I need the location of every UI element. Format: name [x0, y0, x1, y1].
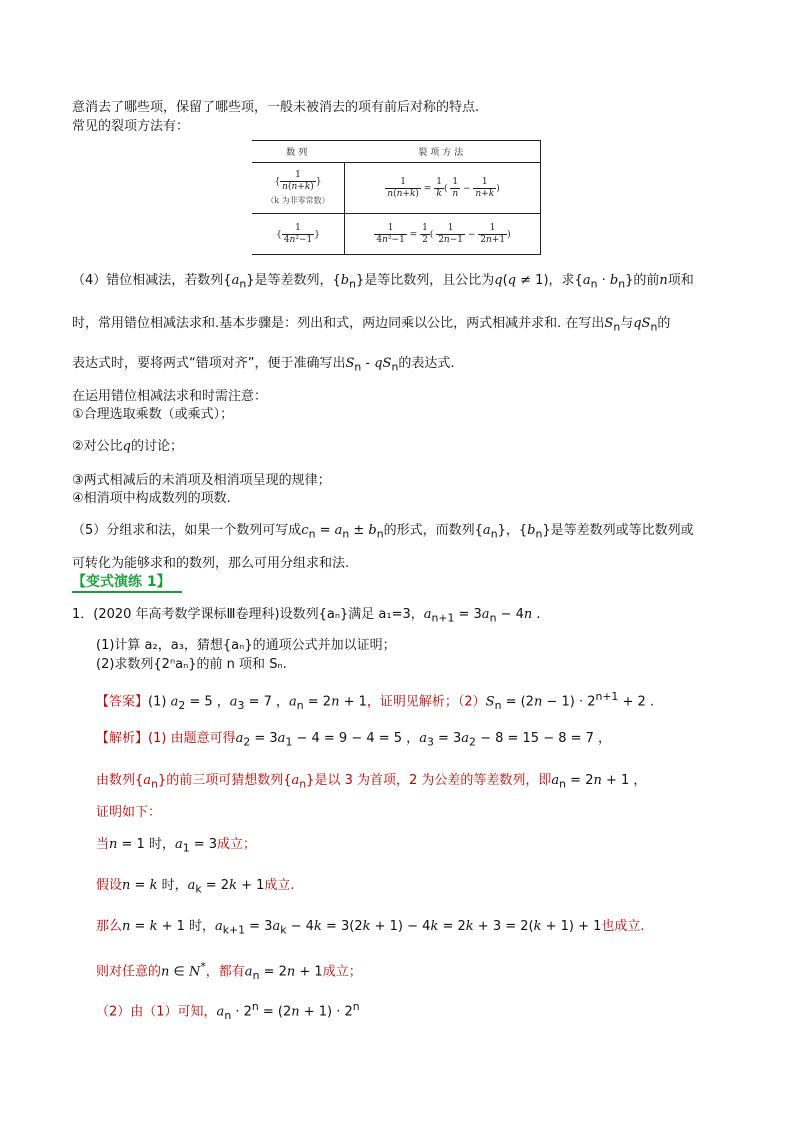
problem-q1: (1)计算 a₂，a₃，猜想{aₙ}的通项公式并加以证明；	[96, 638, 396, 653]
solution-line-8: （2）由（1）可知，$a_n \cdot 2^n = (2n + 1) \cdot 2^n$	[96, 1000, 360, 1022]
answer-line: 【答案】(1) $a_2 = 5$ ，$a_3 = 7$ ，$a_n = 2n + 1$，证明见解析；$(2)S_n = (2n - 1) \cdot 2^{n+1} + 2$ .	[96, 690, 655, 712]
solution-line-5: 假设n = k 时，$a_k = 2k + 1$成立.	[96, 878, 295, 896]
table-header-method: 裂项方法	[345, 141, 541, 163]
problem-line-1: 1．(2020 年高考数学课标Ⅲ卷理科)设数列{aₙ}满足 a₁=3，$a_{n+1} = 3a_n - 4n$ .	[72, 607, 541, 625]
note-1: ①合理选取乘数（或乘式）；	[72, 407, 234, 422]
table-row	[252, 214, 540, 255]
note-4: ④相消项中构成数列的项数.	[72, 491, 231, 506]
row1-note: （k 为非零常数）	[266, 196, 330, 205]
intro-line-2: 常见的裂项方法有：	[72, 119, 190, 134]
solution-line-7: 则对任意的n ∈ N*，都有$a_n = 2n + 1$成立；	[96, 960, 362, 982]
method5-line-2: 可转化为能够求和的数列，那么可用分组求和法.	[72, 556, 350, 571]
solution-label: 【解析】	[96, 731, 149, 746]
method4-line-3: 表达式时，要将两式“错项对齐”，便于准确写出$S_n - qS_n$的表达式.	[72, 356, 455, 374]
solution-line-2: 由数列$\{a_n\}$的前三项可猜想数列$\{a_n\}$是以 3 为首项，2 为公差的等差数列，即$a_n = 2n + 1$ ，	[96, 773, 647, 791]
notes-title: 在运用错位相减法求和时需注意：	[72, 389, 268, 404]
problem-q2: (2)求数列{2ⁿaₙ}的前 n 项和 Sₙ.	[96, 657, 287, 672]
table-cell-method-2: $\frac{1}{\text{4n²−1}}$ = $\frac{1}{2}$ ( $\frac{1}{2n-1}$ − $\frac{1}{2n+1}$ )	[345, 214, 541, 255]
table-header-sequence: 数列	[252, 141, 345, 163]
split-methods-table	[252, 140, 540, 255]
solution-line-6: 那么n = k + 1 时，$a_{k+1} = 3a_k - 4k = 3(2k + 1) - 4k = 2k + 3 = 2(k + 1) + 1$也成立.	[96, 919, 645, 937]
answer-label: 【答案】	[96, 694, 149, 710]
section-underline	[72, 591, 182, 593]
note-2: ②对公比q的讨论；	[72, 439, 183, 454]
note-3: ③两式相减后的未消项及相消项呈现的规律；	[72, 473, 331, 488]
solution-line-4: 当n = 1 时，$a_1 = 3$成立；	[96, 837, 257, 855]
table-cell-method-1: $\frac{1}{n(n+k)}$ = $\frac{1}{k}$ ( $\frac{1}{n}$ − $\frac{1}{n+k}$ )	[345, 163, 541, 214]
intro-line-1: 意消去了哪些项，保留了哪些项，一般未被消去的项有前后对称的特点.	[72, 100, 480, 115]
table-cell-sequence-2: { $\frac{1}{\text{4n²−1}}$ }	[252, 214, 345, 255]
section-title: 【变式演练 1】	[72, 574, 171, 590]
method4-line-2: 时，常用错位相减法求和.基本步骤是：列出和式，两边同乘以公比，两式相减并求和. 在写出$S_n$与$qS_n$的	[72, 316, 671, 334]
solution-line-3: 证明如下：	[96, 805, 162, 820]
solution-line-1: 【解析】(1) 由题意可得$a_2 = 3a_1 - 4 = 9 - 4 = 5$ ，$a_3 = 3a_2 - 8 = 15 - 8 = 7$ ，	[96, 731, 612, 749]
table-right-border	[540, 140, 541, 255]
table-cell-sequence-1: { $\frac{1}{n(n+k)}$ } （k 为非零常数）	[252, 163, 345, 214]
table-row	[252, 163, 540, 214]
method5-line-1: （5）分组求和法，如果一个数列可写成$c_n = a_n \pm b_n$的形式，而数列$\{a_n\}$，$\{b_n\}$是等差数列或等比数列或	[72, 523, 694, 541]
method4-line-1: （4）错位相减法，若数列$\{a_n\}$是等差数列，$\{b_n\}$是等比数列，且公比为q(q ≠ 1)，求$\{a_n \cdot b_n\}$的前n项和	[72, 273, 694, 291]
